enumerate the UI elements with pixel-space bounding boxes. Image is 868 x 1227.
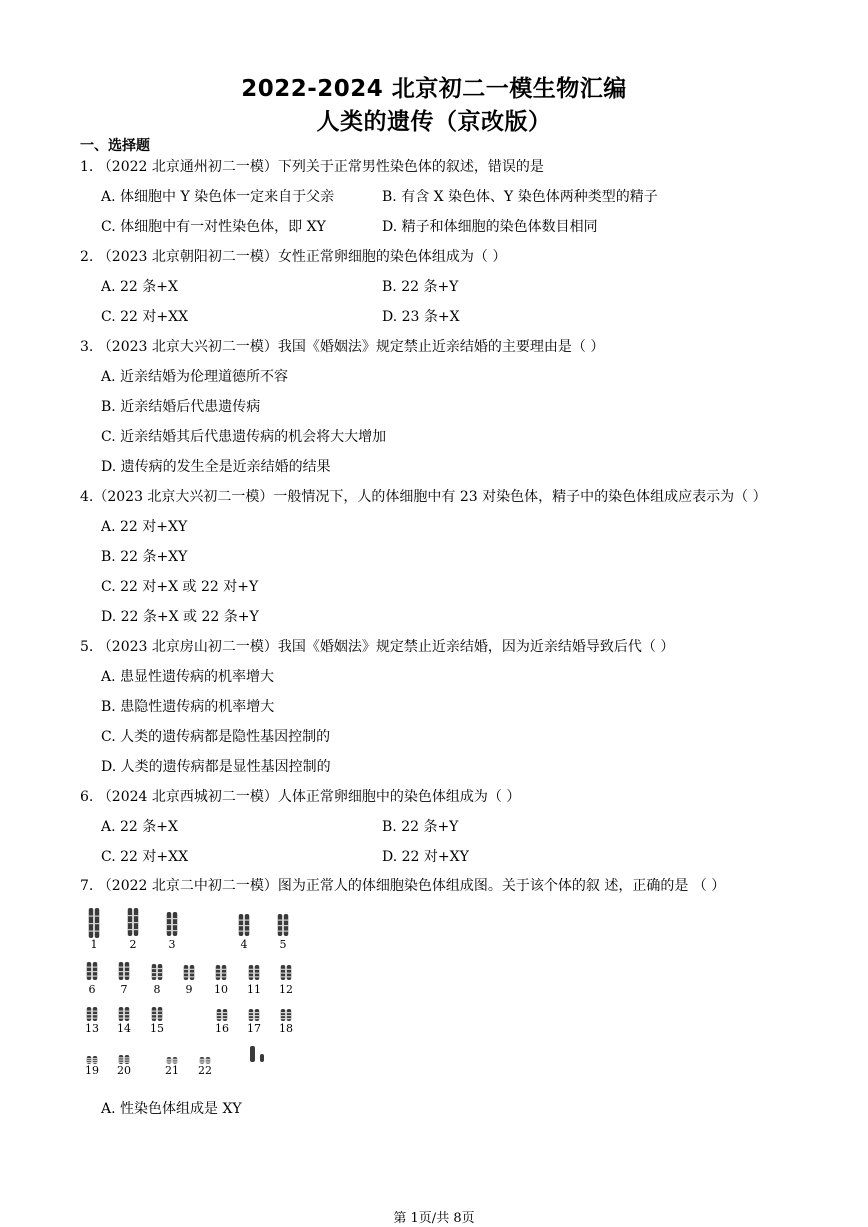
chromosome-band: [281, 1012, 286, 1013]
chromosome-number: 17: [247, 1022, 261, 1035]
chromosome-pair: [150, 1007, 164, 1035]
chromosome-band: [87, 967, 92, 968]
chromosome-band: [222, 976, 227, 977]
chromosome-band: [217, 1012, 222, 1013]
chromosome-band: [206, 1059, 211, 1060]
chromosome-band: [167, 924, 172, 925]
chromosome-band: [87, 971, 92, 972]
chromosome-band: [125, 1060, 130, 1061]
question-stem: 1. （2022 北京通州初二一模）下列关于正常男性染色体的叙述，错误的是: [80, 159, 544, 175]
question-stem: 7. （2022 北京二中初二一模）图为正常人的体细胞染色体组成图。关于该个体的叙 述，正确的是 （ ）: [80, 878, 726, 894]
chromosome-number: 18: [279, 1022, 293, 1035]
chromosome-band: [284, 931, 289, 932]
chromosome-pair: [85, 1007, 99, 1035]
chromosome-band: [87, 1014, 92, 1015]
question-option: D. 精子和体细胞的染色体数目相同: [382, 219, 598, 235]
chromosome-number: 14: [117, 1022, 131, 1035]
chromosome-number: 11: [247, 983, 261, 996]
question-stem: 4.（2023 北京大兴初二一模）一般情况下，人的体细胞中有 23 对染色体，精子中的染色体组成应表示为（ ）: [80, 489, 767, 505]
chromosome-band: [239, 920, 244, 921]
question-stem: 6. （2024 北京西城初二一模）人体正常卵细胞中的染色体组成为（ ）: [80, 789, 521, 805]
question-option: B. 近亲结婚后代患遗传病: [101, 399, 261, 415]
chromosome-band: [249, 1018, 254, 1019]
chromosome-band: [281, 976, 286, 977]
chromosome-band: [128, 922, 133, 923]
chromosome-band: [239, 931, 244, 932]
chromosome-number: 15: [150, 1022, 164, 1035]
chromosome-band: [223, 1012, 228, 1013]
chromosome-band: [89, 916, 94, 917]
chromosome-band: [125, 971, 130, 972]
page-footer: 第 1页/共 8页: [393, 1211, 475, 1226]
chromosome-band: [190, 969, 195, 970]
chromosome-band: [249, 976, 254, 977]
chromosome-band: [255, 973, 260, 974]
question-option: C. 人类的遗传病都是隐性基因控制的: [101, 729, 331, 745]
chromosome-band: [119, 1062, 124, 1063]
chromosome-band: [200, 1059, 205, 1060]
chromosome-band: [173, 1061, 178, 1062]
chromosome-number: 7: [120, 983, 128, 996]
chromosome-pair: [117, 1007, 131, 1035]
question-option: C. 22 对+X 或 22 对+Y: [101, 579, 259, 595]
chromosome-band: [173, 1059, 178, 1060]
chromosome-pair: [165, 1057, 179, 1077]
chromosome-number: 20: [117, 1064, 131, 1077]
chromosome-band: [125, 1011, 130, 1012]
chromosome-band: [190, 976, 195, 977]
chromosome-band: [93, 971, 98, 972]
chromosome-band: [173, 924, 178, 925]
chromosome-pair: [128, 908, 139, 951]
chromosome-band: [95, 923, 100, 924]
chromosome-pair: [184, 965, 195, 996]
chromosome-number: 3: [168, 938, 176, 951]
chromosome-number: 6: [88, 983, 96, 996]
page-title: 2022-2024 北京初二一模生物汇编: [241, 76, 627, 102]
chromosome-x: [250, 1046, 255, 1062]
chromosome-band: [119, 976, 124, 977]
chromosome-number: 10: [214, 983, 228, 996]
chromosome-band: [152, 968, 157, 969]
chromosome-band: [255, 1012, 260, 1013]
chromosome-band: [87, 1018, 92, 1019]
chromosome-band: [119, 1060, 124, 1061]
chromosome-band: [119, 971, 124, 972]
chromosome-band: [184, 969, 189, 970]
chromosome-band: [278, 920, 283, 921]
chromosome-band: [216, 976, 221, 977]
chromosome-band: [200, 1061, 205, 1062]
chromosome-band: [216, 973, 221, 974]
chromosome-pair: [214, 965, 228, 996]
chromosome-band: [287, 1015, 292, 1016]
question-option: B. 22 条+XY: [101, 549, 188, 565]
question-stem: 5. （2023 北京房山初二一模）我国《婚姻法》规定禁止近亲结婚，因为近亲结婚导致后代（ ）: [80, 639, 675, 655]
page-subtitle: 人类的遗传（京改版）: [316, 109, 552, 135]
question-option: D. 23 条+X: [382, 309, 460, 325]
chromosome-band: [173, 930, 178, 931]
chromosome-band: [281, 1015, 286, 1016]
chromosome-band: [167, 930, 172, 931]
chromosome-band: [134, 922, 139, 923]
chromosome-band: [125, 1014, 130, 1015]
chromosome-band: [87, 976, 92, 977]
chromosome-band: [190, 973, 195, 974]
chromosome-band: [287, 1018, 292, 1019]
chromosome-band: [93, 1058, 98, 1059]
chromosome-band: [245, 931, 250, 932]
chromosome-band: [95, 916, 100, 917]
chromosome-band: [249, 1015, 254, 1016]
chromosome-band: [167, 918, 172, 919]
chromosome-band: [158, 968, 163, 969]
chromosome-band: [222, 973, 227, 974]
chromosome-band: [158, 1011, 163, 1012]
chromosome-band: [173, 918, 178, 919]
chromosome-band: [287, 1012, 292, 1013]
chromosome-band: [93, 1018, 98, 1019]
chromosome-band: [119, 967, 124, 968]
chromosome-band: [125, 1018, 130, 1019]
chromosome-band: [281, 1018, 286, 1019]
chromosome-band: [184, 973, 189, 974]
chromosome-band: [249, 1012, 254, 1013]
chromosome-band: [223, 1015, 228, 1016]
karyotype-figure: [82, 904, 312, 1082]
chromosome-band: [152, 1018, 157, 1019]
chromosome-band: [167, 1061, 172, 1062]
question-option: A. 22 对+XY: [101, 519, 188, 535]
chromosome-band: [158, 976, 163, 977]
chromosome-number: 19: [85, 1064, 99, 1077]
chromosome-band: [216, 969, 221, 970]
question-option: C. 22 对+XX: [101, 849, 189, 865]
chromosome-band: [255, 1018, 260, 1019]
chromosome-pair: [89, 908, 100, 951]
chromosome-band: [119, 1057, 124, 1058]
chromosome-pair: [119, 962, 130, 996]
question-option: D. 22 对+XY: [382, 849, 469, 865]
chromosome-band: [281, 973, 286, 974]
chromosome-band: [223, 1018, 228, 1019]
chromosome-band: [245, 920, 250, 921]
chromosome-pair: [152, 964, 163, 996]
question-option: B. 患隐性遗传病的机率增大: [101, 699, 275, 715]
chromosome-number: 5: [279, 938, 287, 951]
chromosome-pair: [117, 1055, 131, 1077]
question-option: A. 22 条+X: [101, 819, 178, 835]
chromosome-band: [125, 976, 130, 977]
chromosome-band: [93, 976, 98, 977]
chromosome-band: [128, 915, 133, 916]
question-stem: 3. （2023 北京大兴初二一模）我国《婚姻法》规定禁止近亲结婚的主要理由是（ ）: [80, 339, 605, 355]
chromosome-band: [125, 967, 130, 968]
chromosome-number: 22: [198, 1064, 212, 1077]
chromosome-band: [287, 976, 292, 977]
chromosome-band: [93, 1014, 98, 1015]
chromosome-band: [167, 1059, 172, 1060]
chromosome-band: [284, 925, 289, 926]
chromosome-band: [278, 925, 283, 926]
chromosome-band: [217, 1015, 222, 1016]
chromosome-band: [255, 969, 260, 970]
chromosome-band: [217, 1018, 222, 1019]
chromosome-band: [89, 923, 94, 924]
chromosome-number: 12: [279, 983, 293, 996]
chromosome-band: [152, 972, 157, 973]
chromosome-band: [125, 1057, 130, 1058]
chromosome-number: 16: [215, 1022, 229, 1035]
chromosome-band: [239, 925, 244, 926]
chromosome-pair: [279, 965, 293, 996]
chromosome-number: 8: [153, 983, 161, 996]
chromosome-band: [206, 1061, 211, 1062]
chromosome-pair: [278, 914, 289, 951]
chromosome-band: [95, 931, 100, 932]
chromosome-pair: [215, 1009, 229, 1035]
chromosome-band: [93, 967, 98, 968]
question-option: D. 人类的遗传病都是显性基因控制的: [101, 759, 331, 775]
chromosome-band: [287, 969, 292, 970]
chromosome-band: [278, 931, 283, 932]
chromosome-y: [260, 1054, 264, 1062]
chromosome-band: [158, 1014, 163, 1015]
chromosome-band: [152, 1011, 157, 1012]
chromosome-band: [255, 1015, 260, 1016]
chromosome-band: [134, 915, 139, 916]
question-option: C. 近亲结婚其后代患遗传病的机会将大大增加: [101, 429, 387, 445]
question-option: D. 22 条+X 或 22 条+Y: [101, 609, 259, 625]
chromosome-number: 13: [85, 1022, 99, 1035]
question-option: A. 22 条+X: [101, 279, 178, 295]
chromosome-band: [134, 929, 139, 930]
chromosome-number: 2: [129, 938, 137, 951]
chromosome-band: [222, 969, 227, 970]
question-option: C. 22 对+XX: [101, 309, 189, 325]
chromosome-band: [87, 1058, 92, 1059]
question-option: B. 22 条+Y: [382, 279, 459, 295]
chromosome-pair: [167, 912, 178, 951]
chromosome-number: 4: [240, 938, 248, 951]
chromosome-band: [119, 1014, 124, 1015]
chromosome-pair: [87, 962, 98, 996]
chromosome-band: [119, 1018, 124, 1019]
sex-chromosome-pair: [250, 1046, 264, 1062]
question-option: B. 22 条+Y: [382, 819, 459, 835]
question-option: A. 患显性遗传病的机率增大: [101, 669, 275, 685]
chromosome-band: [119, 1011, 124, 1012]
chromosome-pair: [247, 965, 261, 996]
chromosome-band: [184, 976, 189, 977]
chromosome-band: [125, 1062, 130, 1063]
chromosome-pair: [239, 914, 250, 951]
question-option: A. 性染色体组成是 XY: [101, 1101, 242, 1117]
question-option: A. 体细胞中 Y 染色体一定来自于父亲: [101, 189, 335, 205]
chromosome-band: [128, 929, 133, 930]
chromosome-number: 9: [185, 983, 193, 996]
question-option: B. 有含 X 染色体、Y 染色体两种类型的精子: [382, 189, 658, 205]
chromosome-band: [287, 973, 292, 974]
question-option: C. 体细胞中有一对性染色体，即 XY: [101, 219, 326, 235]
chromosome-pair: [247, 1009, 261, 1035]
chromosome-band: [93, 1011, 98, 1012]
chromosome-pair: [85, 1056, 99, 1077]
question-option: A. 近亲结婚为伦理道德所不容: [101, 369, 289, 385]
question-option: D. 遗传病的发生全是近亲结婚的结果: [101, 459, 331, 475]
chromosome-band: [89, 931, 94, 932]
chromosome-band: [87, 1011, 92, 1012]
chromosome-pair: [279, 1009, 293, 1035]
chromosome-band: [281, 969, 286, 970]
chromosome-number: 1: [90, 938, 98, 951]
chromosome-band: [284, 920, 289, 921]
chromosome-band: [93, 1060, 98, 1061]
chromosome-band: [249, 973, 254, 974]
chromosome-band: [249, 969, 254, 970]
chromosome-band: [87, 1060, 92, 1061]
chromosome-band: [158, 972, 163, 973]
question-stem: 2. （2023 北京朝阳初二一模）女性正常卵细胞的染色体组成为（ ）: [80, 249, 507, 265]
chromosome-band: [158, 1018, 163, 1019]
chromosome-band: [245, 925, 250, 926]
chromosome-number: 21: [165, 1064, 179, 1077]
chromosome-pair: [198, 1057, 212, 1077]
section-heading: 一、选择题: [80, 138, 150, 154]
chromosome-band: [255, 976, 260, 977]
chromosome-band: [152, 1014, 157, 1015]
chromosome-band: [152, 976, 157, 977]
